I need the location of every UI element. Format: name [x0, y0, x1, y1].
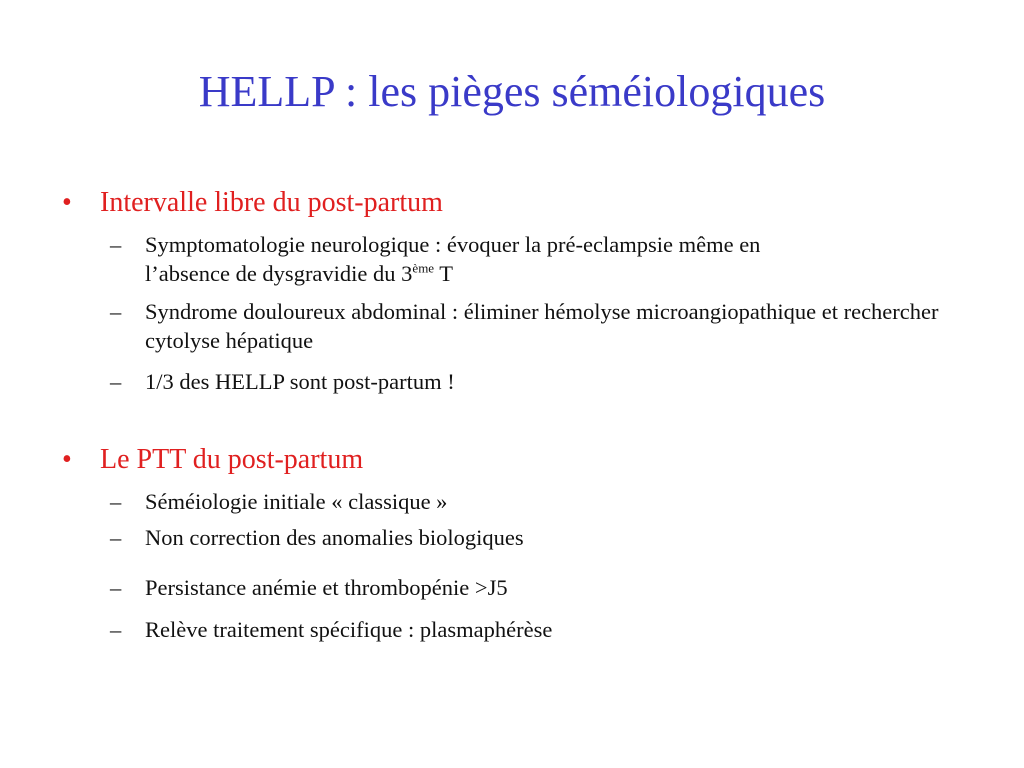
section-heading-text: Le PTT du post-partum [100, 444, 364, 475]
section-heading-text: Intervalle libre du post-partum [100, 187, 443, 218]
dash-icon: – [110, 369, 122, 394]
superscript-text: ème [412, 260, 435, 276]
list-item-text: Persistance anémie et thrombopénie >J5 [145, 575, 508, 600]
dash-icon: – [110, 232, 122, 257]
bullet-icon: • [62, 187, 72, 218]
slide-title: HELLP : les pièges séméiologiques [198, 67, 826, 116]
list-item-line: Symptomatologie neurologique : évoquer la pré-eclampsie même en [145, 232, 761, 257]
dash-icon: – [110, 617, 122, 642]
list-item-line: l’absence de dysgravidie du 3 [145, 261, 413, 286]
dash-icon: – [110, 299, 122, 324]
list-item-text: Séméiologie initiale « classique » [145, 489, 448, 514]
list-item-text: 1/3 des HELLP sont post-partum ! [145, 369, 455, 394]
list-item-text: Syndrome douloureux abdominal : éliminer hémolyse microangiopathique et rechercher cytolyse hépatique [145, 299, 939, 353]
list-item-text: Non correction des anomalies biologiques [145, 525, 524, 550]
list-item-line-end: T [434, 261, 454, 286]
dash-icon: – [110, 489, 122, 514]
bullet-icon: • [62, 444, 72, 475]
list-item-text: Relève traitement spécifique : plasmaphérèse [145, 617, 553, 642]
dash-icon: – [110, 525, 122, 550]
dash-icon: – [110, 575, 122, 600]
list-item-text [145, 230, 985, 288]
